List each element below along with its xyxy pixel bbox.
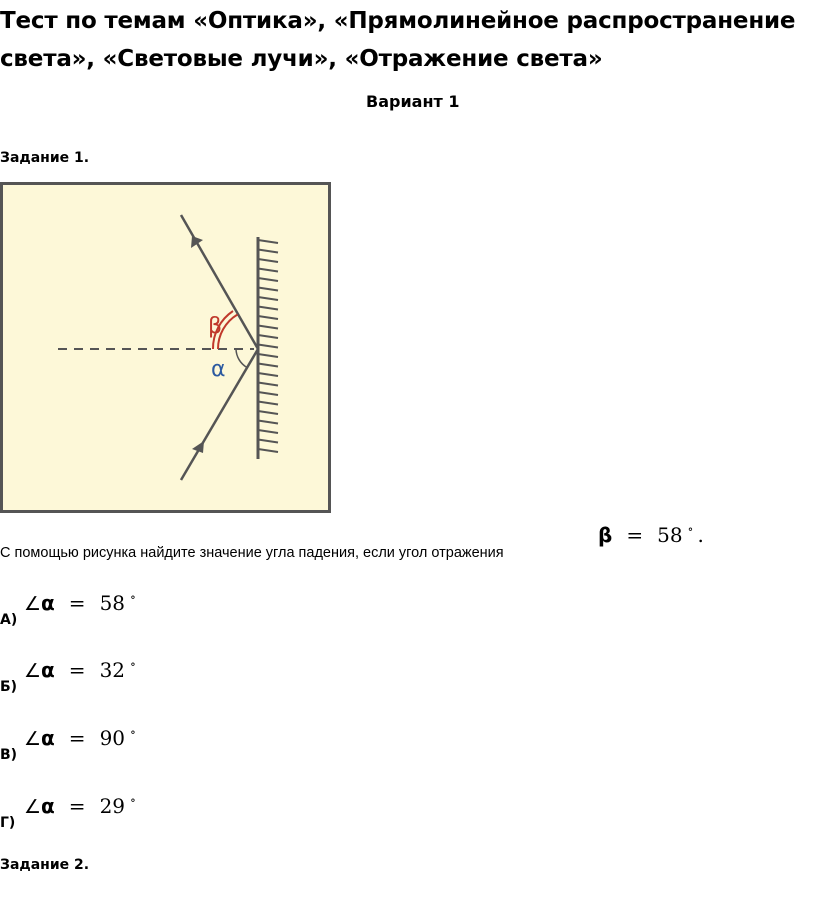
given-degree: ∘ bbox=[687, 522, 694, 536]
option-label: Б) bbox=[0, 679, 18, 695]
beta-label: β bbox=[208, 314, 223, 339]
task-1-heading: Задание 1. bbox=[0, 150, 90, 166]
diagram-background bbox=[2, 184, 330, 512]
task-2-heading: Задание 2. bbox=[0, 857, 90, 873]
document-title: Тест по темам «Оптика», «Прямолинейное распространение света», «Световые лучи», «Отражение света» bbox=[0, 8, 796, 72]
option-label: А) bbox=[0, 612, 18, 628]
variant-heading: Вариант 1 bbox=[366, 92, 460, 111]
option-label: В) bbox=[0, 747, 18, 763]
alpha-label: α bbox=[211, 357, 226, 382]
option-formula: ∠α = 90 ∘ bbox=[24, 725, 136, 750]
option-formula: ∠α = 29 ∘ bbox=[24, 793, 136, 818]
given-end: . bbox=[697, 523, 704, 547]
given-symbol: β bbox=[598, 523, 613, 547]
given-reflection-angle bbox=[598, 522, 704, 547]
option-formula: ∠α = 32 ∘ bbox=[24, 657, 136, 682]
given-equals: = bbox=[626, 523, 644, 547]
given-value: 58 bbox=[657, 523, 683, 547]
option-formula: ∠α = 58 ∘ bbox=[24, 590, 136, 615]
option-label: Г) bbox=[0, 815, 16, 831]
reflection-diagram bbox=[0, 182, 331, 513]
task-1-question: С помощью рисунка найдите значение угла падения, если угол отражения bbox=[0, 545, 504, 561]
